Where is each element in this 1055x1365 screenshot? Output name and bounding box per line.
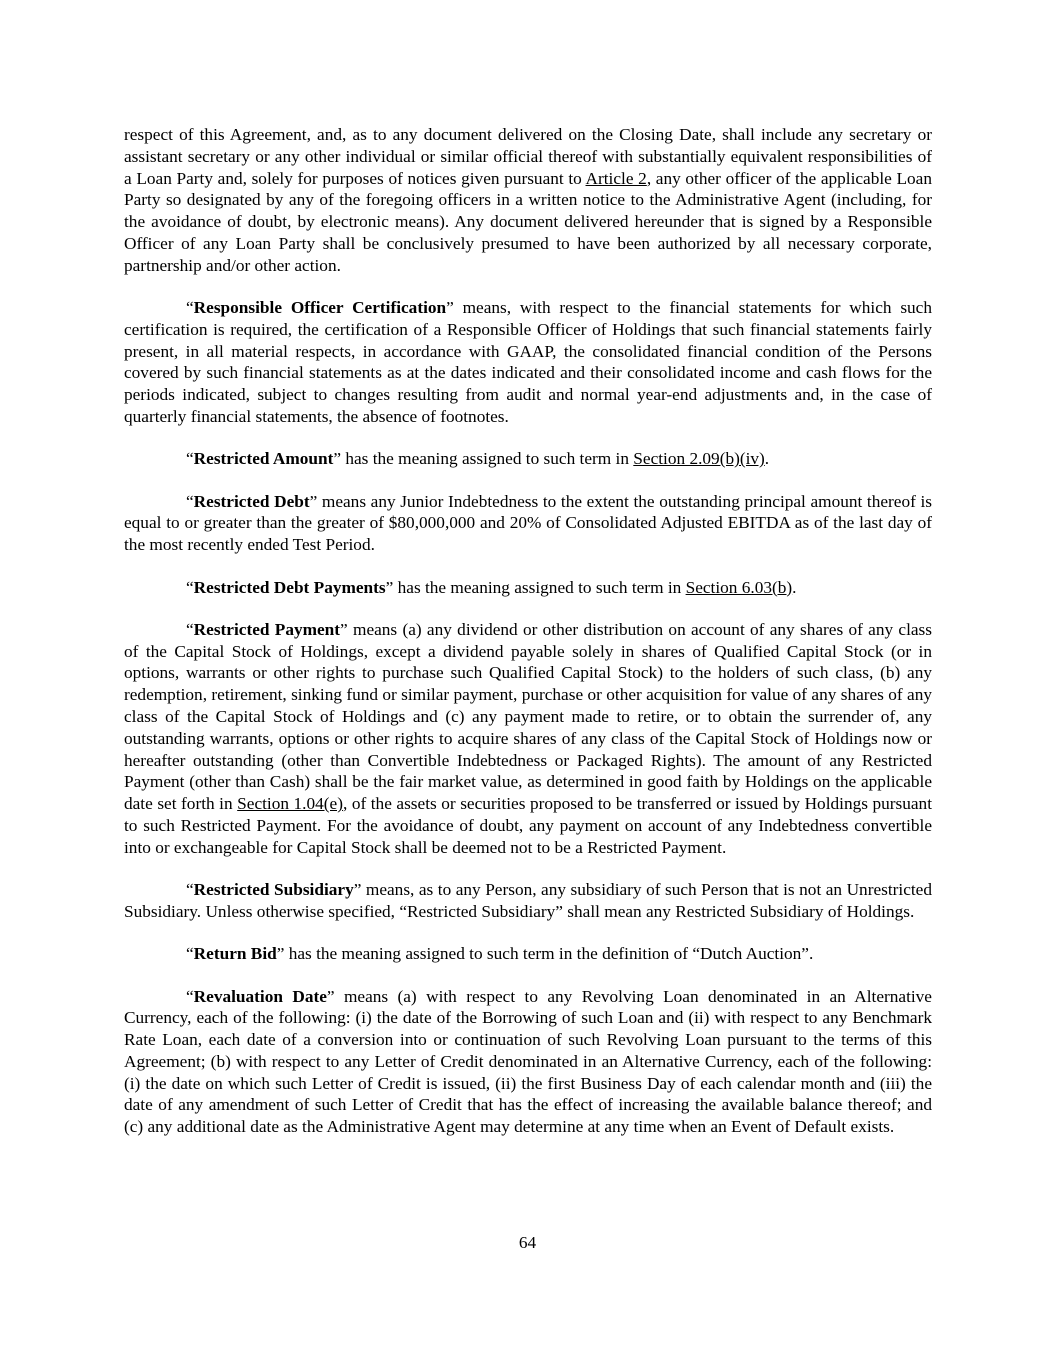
paragraph-text: “ (186, 298, 194, 318)
paragraph (124, 943, 932, 965)
paragraph-text: “ (186, 619, 194, 639)
paragraph (124, 577, 932, 599)
paragraph (124, 619, 932, 859)
defined-term: Restricted Debt Payments (193, 577, 386, 597)
paragraph-text: ” has the meaning assigned to such term in the definition of “Dutch Auction”. (276, 944, 814, 964)
paragraph-text: “ (186, 986, 194, 1006)
cross-reference-link[interactable]: Section 2.09(b)(iv) (633, 449, 765, 469)
paragraph-text: , of the assets or securities proposed to be transferred or issued by Holdings pursuant to such Restricted Payment. For the avoidance of doubt, any payment on account of any Indebtedness convertible into or exchangeable for Capital Stock shall be deemed not to be a Restricted Payment. (124, 794, 933, 857)
paragraph-text: ” means (a) with respect to any Revolving Loan denominated in an Alternative Currency, each of the following: (i) the date of the Borrowing of such Loan and (ii) with respect to any Benchmark Rate Loan, each date of a conversion into or continuation of such Revolving Loan pursuant to the terms of this Agreement; (b) with respect to any Letter of Credit denominated in an Alternative Currency, each of the following: (i) the date on which such Letter of Credit is issued, (ii) the first Business Day of each calendar month and (iii) the date of any amendment of such Letter of Credit that has the effect of increasing the available balance thereof; and (c) any additional date as the Administrative Agent may determine at any time when an Event of Default exists. (124, 986, 932, 1137)
paragraph-text: ” has the meaning assigned to such term in (385, 577, 686, 597)
defined-term: Restricted Payment (193, 619, 341, 639)
paragraph-text: “ (186, 577, 194, 597)
paragraph-text: , any other officer of the applicable Loan Party so designated by any of the foregoing officers in a written notice to the Administrative Agent (including, for the avoidance of doubt, by electronic means). Any document delivered hereunder that is signed by a Responsible Officer of any Loan Party shall be conclusively presumed to have been authorized by all necessary corporate, partnership and/or other action. (124, 168, 932, 275)
paragraph-text: ” means, with respect to the financial statements for which such certification is required, the certification of a Responsible Officer of Holdings that such financial statements fairly present, in all material respects, in accordance with GAAP, the consolidated financial condition of the Persons covered by such financial statements as at the dates indicated and their consolidated income and cash flows for the periods indicated, subject to changes resulting from audit and normal year-end adjustments and, in the case of quarterly financial statements, the absence of footnotes. (124, 298, 932, 427)
paragraph-text: ” has the meaning assigned to such term in (333, 449, 634, 469)
paragraph-text: respect of this Agreement, and, as to any document delivered on the Closing Date, shall include any secretary or assistant secretary or any other individual or similar official thereof with substantially equivalent responsibilities of a Loan Party and, solely for purposes of notices given pursuant to (124, 125, 932, 188)
paragraph (124, 986, 932, 1139)
cross-reference-link[interactable]: Section 6.03(b) (685, 577, 793, 597)
defined-term: Responsible Officer Certification (193, 298, 447, 318)
page-number: 64 (518, 1233, 537, 1252)
paragraph-text: . (764, 449, 770, 469)
defined-term: Restricted Amount (193, 449, 334, 469)
paragraph-text: “ (186, 880, 194, 900)
paragraph (124, 879, 932, 923)
paragraph (124, 124, 932, 277)
paragraph-text: “ (186, 944, 194, 964)
paragraph-text: “ (186, 491, 194, 511)
paragraph-text: ” means (a) any dividend or other distribution on account of any shares of any class of the Capital Stock of Holdings, except a dividend payable solely in shares of Qualified Capital Stock (or in options, warrants or other rights to purchase such Qualified Capital Stock) to the holders of such class, (b) any redemption, retirement, sinking fund or similar payment, purchase or other acquisition for value of any shares of any class of the Capital Stock of Holdings and (c) any payment made to retire, or to obtain the surrender of, any outstanding warrants, options or other rights to acquire shares of any class of the Capital Stock of Holdings now or hereafter outstanding (other than Convertible Indebtedness or Packaged Rights). The amount of any Restricted Payment (other than Cash) shall be the fair market value, as determined in good faith by Holdings on the applicable date set forth in (124, 619, 932, 814)
paragraph-text: ” means any Junior Indebtedness to the extent the outstanding principal amount thereof is equal to or greater than the greater of $80,000,000 and 20% of Consolidated Adjusted EBITDA as of the last day of the most recently ended Test Period. (124, 491, 932, 555)
paragraph-text: “ (186, 449, 194, 469)
document-body (124, 124, 932, 1159)
defined-term: Restricted Subsidiary (193, 880, 354, 900)
paragraph (124, 448, 932, 470)
paragraph-text: . (792, 577, 797, 597)
cross-reference-link[interactable]: Article 2 (585, 168, 647, 188)
paragraph (124, 297, 932, 428)
defined-term: Return Bid (193, 944, 277, 964)
paragraph-text: ” means, as to any Person, any subsidiary of such Person that is not an Unrestricted Subsidiary. Unless otherwise specified, “Restricted Subsidiary” shall mean any Restricted Subsidiary of Holdings. (124, 880, 932, 921)
cross-reference-link[interactable]: Section 1.04(e) (237, 794, 343, 814)
defined-term: Restricted Debt (193, 491, 310, 511)
paragraph (124, 491, 932, 556)
defined-term: Revaluation Date (193, 986, 327, 1006)
